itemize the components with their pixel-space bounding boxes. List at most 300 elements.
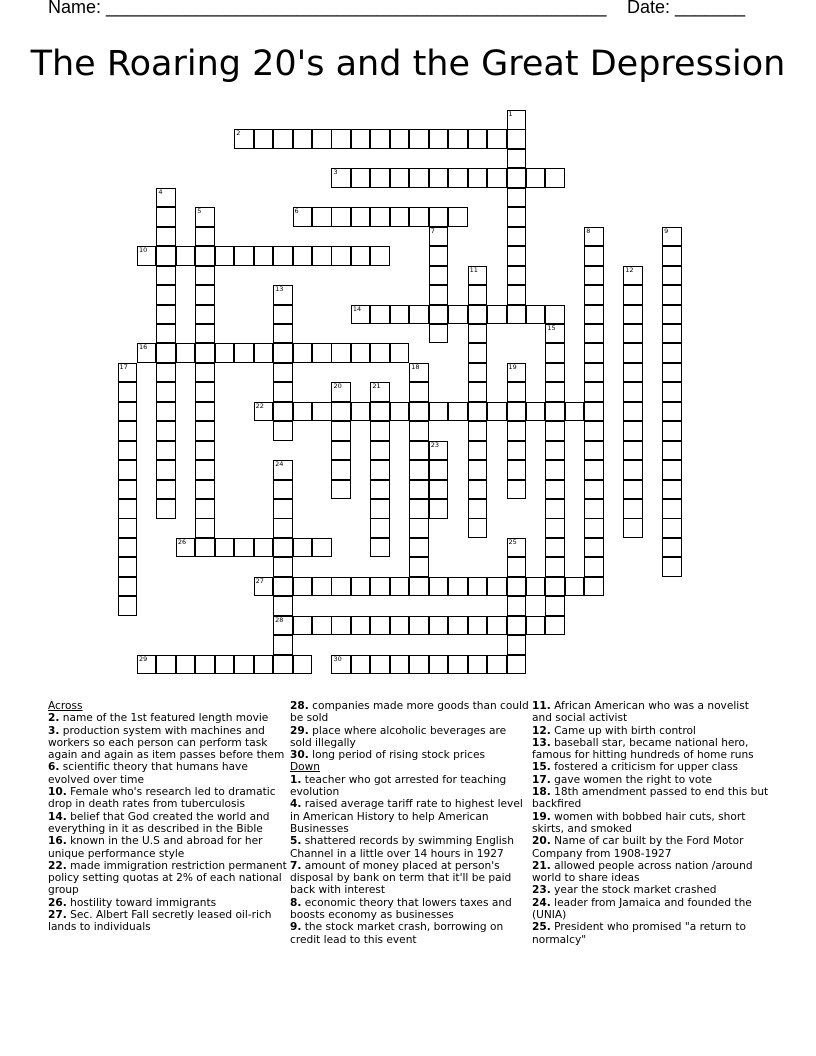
grid-cell[interactable] — [331, 616, 351, 636]
grid-cell[interactable] — [507, 577, 527, 597]
grid-cell[interactable] — [137, 343, 157, 363]
grid-cell[interactable] — [390, 616, 410, 636]
grid-cell[interactable] — [370, 441, 390, 461]
grid-cell[interactable] — [545, 168, 565, 188]
grid-cell[interactable] — [390, 402, 410, 422]
grid-cell[interactable] — [293, 538, 313, 558]
grid-cell[interactable] — [468, 480, 488, 500]
grid-cell[interactable] — [195, 207, 215, 227]
grid-cell[interactable] — [156, 324, 176, 344]
grid-cell[interactable] — [351, 343, 371, 363]
grid-cell[interactable] — [273, 343, 293, 363]
grid-cell[interactable] — [195, 499, 215, 519]
grid-cell[interactable] — [273, 402, 293, 422]
grid-cell[interactable] — [390, 577, 410, 597]
grid-cell[interactable] — [584, 421, 604, 441]
grid-cell[interactable] — [195, 480, 215, 500]
grid-cell[interactable] — [468, 460, 488, 480]
grid-cell[interactable] — [429, 324, 449, 344]
grid-cell[interactable] — [409, 655, 429, 675]
grid-cell[interactable] — [156, 382, 176, 402]
grid-cell[interactable] — [623, 363, 643, 383]
grid-cell[interactable] — [176, 246, 196, 266]
grid-cell[interactable] — [351, 655, 371, 675]
grid-cell[interactable] — [195, 324, 215, 344]
grid-cell[interactable] — [312, 246, 332, 266]
grid-cell[interactable] — [468, 655, 488, 675]
grid-cell[interactable] — [429, 499, 449, 519]
grid-cell[interactable] — [156, 402, 176, 422]
grid-cell[interactable] — [507, 382, 527, 402]
grid-cell[interactable] — [584, 382, 604, 402]
grid-cell[interactable] — [507, 207, 527, 227]
grid-cell[interactable] — [526, 305, 546, 325]
grid-cell[interactable] — [507, 246, 527, 266]
grid-cell[interactable] — [273, 518, 293, 538]
grid-cell[interactable] — [331, 421, 351, 441]
grid-cell[interactable] — [234, 538, 254, 558]
grid-cell[interactable] — [234, 343, 254, 363]
grid-cell[interactable] — [351, 402, 371, 422]
grid-cell[interactable] — [662, 421, 682, 441]
grid-cell[interactable] — [390, 207, 410, 227]
grid-cell[interactable] — [507, 616, 527, 636]
grid-cell[interactable] — [584, 324, 604, 344]
grid-cell[interactable] — [429, 655, 449, 675]
grid-cell[interactable] — [545, 343, 565, 363]
grid-cell[interactable] — [662, 285, 682, 305]
grid-cell[interactable] — [195, 402, 215, 422]
grid-cell[interactable] — [468, 168, 488, 188]
grid-cell[interactable] — [293, 343, 313, 363]
grid-cell[interactable] — [370, 460, 390, 480]
grid-cell[interactable] — [118, 538, 138, 558]
grid-cell[interactable] — [409, 518, 429, 538]
grid-cell[interactable] — [273, 305, 293, 325]
grid-cell[interactable] — [429, 577, 449, 597]
grid-cell[interactable] — [254, 343, 274, 363]
grid-cell[interactable] — [273, 421, 293, 441]
grid-cell[interactable] — [234, 246, 254, 266]
grid-cell[interactable] — [195, 363, 215, 383]
grid-cell[interactable] — [487, 616, 507, 636]
grid-cell[interactable] — [584, 460, 604, 480]
grid-cell[interactable] — [507, 460, 527, 480]
grid-cell[interactable] — [507, 538, 527, 558]
grid-cell[interactable] — [468, 363, 488, 383]
grid-cell[interactable] — [156, 363, 176, 383]
grid-cell[interactable] — [351, 577, 371, 597]
grid-cell[interactable] — [273, 460, 293, 480]
grid-cell[interactable] — [409, 421, 429, 441]
grid-cell[interactable] — [409, 577, 429, 597]
grid-cell[interactable] — [584, 305, 604, 325]
grid-cell[interactable] — [195, 305, 215, 325]
grid-cell[interactable] — [662, 227, 682, 247]
grid-cell[interactable] — [507, 421, 527, 441]
grid-cell[interactable] — [254, 538, 274, 558]
grid-cell[interactable] — [273, 557, 293, 577]
grid-cell[interactable] — [156, 266, 176, 286]
grid-cell[interactable] — [584, 557, 604, 577]
grid-cell[interactable] — [545, 480, 565, 500]
grid-cell[interactable] — [662, 402, 682, 422]
grid-cell[interactable] — [118, 441, 138, 461]
grid-cell[interactable] — [584, 538, 604, 558]
grid-cell[interactable] — [429, 266, 449, 286]
grid-cell[interactable] — [409, 382, 429, 402]
grid-cell[interactable] — [623, 382, 643, 402]
grid-cell[interactable] — [293, 577, 313, 597]
grid-cell[interactable] — [468, 305, 488, 325]
grid-cell[interactable] — [584, 499, 604, 519]
grid-cell[interactable] — [623, 499, 643, 519]
grid-cell[interactable] — [390, 168, 410, 188]
grid-cell[interactable] — [507, 266, 527, 286]
grid-cell[interactable] — [195, 460, 215, 480]
grid-cell[interactable] — [468, 324, 488, 344]
grid-cell[interactable] — [118, 382, 138, 402]
grid-cell[interactable] — [331, 207, 351, 227]
grid-cell[interactable] — [234, 129, 254, 149]
grid-cell[interactable] — [215, 343, 235, 363]
grid-cell[interactable] — [507, 149, 527, 169]
grid-cell[interactable] — [662, 324, 682, 344]
grid-cell[interactable] — [468, 499, 488, 519]
grid-cell[interactable] — [273, 246, 293, 266]
grid-cell[interactable] — [195, 343, 215, 363]
grid-cell[interactable] — [507, 168, 527, 188]
grid-cell[interactable] — [507, 441, 527, 461]
grid-cell[interactable] — [195, 227, 215, 247]
grid-cell[interactable] — [409, 480, 429, 500]
grid-cell[interactable] — [623, 285, 643, 305]
grid-cell[interactable] — [662, 363, 682, 383]
grid-cell[interactable] — [118, 518, 138, 538]
grid-cell[interactable] — [429, 402, 449, 422]
grid-cell[interactable] — [273, 596, 293, 616]
grid-cell[interactable] — [623, 518, 643, 538]
grid-cell[interactable] — [370, 421, 390, 441]
grid-cell[interactable] — [623, 266, 643, 286]
grid-cell[interactable] — [312, 129, 332, 149]
grid-cell[interactable] — [390, 655, 410, 675]
grid-cell[interactable] — [662, 538, 682, 558]
grid-cell[interactable] — [156, 343, 176, 363]
grid-cell[interactable] — [487, 305, 507, 325]
grid-cell[interactable] — [545, 499, 565, 519]
grid-cell[interactable] — [487, 577, 507, 597]
grid-cell[interactable] — [545, 557, 565, 577]
grid-cell[interactable] — [545, 460, 565, 480]
grid-cell[interactable] — [526, 168, 546, 188]
grid-cell[interactable] — [623, 460, 643, 480]
grid-cell[interactable] — [623, 324, 643, 344]
grid-cell[interactable] — [507, 188, 527, 208]
grid-cell[interactable] — [662, 460, 682, 480]
grid-cell[interactable] — [254, 577, 274, 597]
grid-cell[interactable] — [331, 246, 351, 266]
grid-cell[interactable] — [254, 402, 274, 422]
grid-cell[interactable] — [156, 480, 176, 500]
grid-cell[interactable] — [662, 480, 682, 500]
grid-cell[interactable] — [662, 266, 682, 286]
grid-cell[interactable] — [370, 168, 390, 188]
grid-cell[interactable] — [468, 577, 488, 597]
grid-cell[interactable] — [215, 246, 235, 266]
grid-cell[interactable] — [584, 266, 604, 286]
grid-cell[interactable] — [584, 441, 604, 461]
grid-cell[interactable] — [584, 518, 604, 538]
grid-cell[interactable] — [273, 538, 293, 558]
grid-cell[interactable] — [390, 129, 410, 149]
grid-cell[interactable] — [195, 266, 215, 286]
grid-cell[interactable] — [507, 129, 527, 149]
grid-cell[interactable] — [273, 655, 293, 675]
grid-cell[interactable] — [370, 499, 390, 519]
grid-cell[interactable] — [545, 363, 565, 383]
grid-cell[interactable] — [351, 129, 371, 149]
grid-cell[interactable] — [370, 616, 390, 636]
grid-cell[interactable] — [331, 577, 351, 597]
grid-cell[interactable] — [409, 207, 429, 227]
grid-cell[interactable] — [331, 480, 351, 500]
grid-cell[interactable] — [273, 499, 293, 519]
grid-cell[interactable] — [370, 382, 390, 402]
grid-cell[interactable] — [429, 168, 449, 188]
grid-cell[interactable] — [545, 421, 565, 441]
grid-cell[interactable] — [448, 207, 468, 227]
grid-cell[interactable] — [507, 305, 527, 325]
grid-cell[interactable] — [312, 616, 332, 636]
grid-cell[interactable] — [429, 480, 449, 500]
grid-cell[interactable] — [370, 129, 390, 149]
grid-cell[interactable] — [448, 402, 468, 422]
grid-cell[interactable] — [507, 227, 527, 247]
grid-cell[interactable] — [195, 538, 215, 558]
grid-cell[interactable] — [293, 246, 313, 266]
grid-cell[interactable] — [429, 305, 449, 325]
grid-cell[interactable] — [176, 538, 196, 558]
grid-cell[interactable] — [584, 480, 604, 500]
grid-cell[interactable] — [468, 382, 488, 402]
grid-cell[interactable] — [156, 305, 176, 325]
grid-cell[interactable] — [351, 207, 371, 227]
grid-cell[interactable] — [273, 382, 293, 402]
grid-cell[interactable] — [351, 305, 371, 325]
grid-cell[interactable] — [331, 460, 351, 480]
grid-cell[interactable] — [662, 557, 682, 577]
grid-cell[interactable] — [273, 480, 293, 500]
grid-cell[interactable] — [409, 441, 429, 461]
grid-cell[interactable] — [487, 402, 507, 422]
grid-cell[interactable] — [429, 441, 449, 461]
grid-cell[interactable] — [254, 655, 274, 675]
grid-cell[interactable] — [370, 402, 390, 422]
grid-cell[interactable] — [293, 616, 313, 636]
grid-cell[interactable] — [195, 655, 215, 675]
grid-cell[interactable] — [273, 285, 293, 305]
grid-cell[interactable] — [409, 616, 429, 636]
grid-cell[interactable] — [312, 538, 332, 558]
grid-cell[interactable] — [331, 382, 351, 402]
grid-cell[interactable] — [156, 460, 176, 480]
grid-cell[interactable] — [545, 518, 565, 538]
grid-cell[interactable] — [545, 441, 565, 461]
grid-cell[interactable] — [254, 129, 274, 149]
grid-cell[interactable] — [487, 168, 507, 188]
grid-cell[interactable] — [273, 324, 293, 344]
grid-cell[interactable] — [448, 129, 468, 149]
grid-cell[interactable] — [351, 616, 371, 636]
grid-cell[interactable] — [195, 382, 215, 402]
grid-cell[interactable] — [448, 168, 468, 188]
grid-cell[interactable] — [312, 402, 332, 422]
grid-cell[interactable] — [545, 538, 565, 558]
grid-cell[interactable] — [293, 402, 313, 422]
grid-cell[interactable] — [370, 246, 390, 266]
grid-cell[interactable] — [623, 421, 643, 441]
grid-cell[interactable] — [370, 518, 390, 538]
grid-cell[interactable] — [468, 441, 488, 461]
grid-cell[interactable] — [662, 382, 682, 402]
grid-cell[interactable] — [409, 402, 429, 422]
grid-cell[interactable] — [545, 305, 565, 325]
grid-cell[interactable] — [623, 343, 643, 363]
grid-cell[interactable] — [176, 655, 196, 675]
grid-cell[interactable] — [409, 363, 429, 383]
grid-cell[interactable] — [409, 129, 429, 149]
grid-cell[interactable] — [118, 363, 138, 383]
grid-cell[interactable] — [293, 655, 313, 675]
grid-cell[interactable] — [662, 518, 682, 538]
grid-cell[interactable] — [331, 441, 351, 461]
grid-cell[interactable] — [215, 538, 235, 558]
grid-cell[interactable] — [584, 577, 604, 597]
grid-cell[interactable] — [584, 227, 604, 247]
grid-cell[interactable] — [215, 655, 235, 675]
grid-cell[interactable] — [118, 557, 138, 577]
grid-cell[interactable] — [351, 168, 371, 188]
grid-cell[interactable] — [351, 246, 371, 266]
grid-cell[interactable] — [584, 343, 604, 363]
grid-cell[interactable] — [273, 635, 293, 655]
grid-cell[interactable] — [273, 363, 293, 383]
grid-cell[interactable] — [429, 616, 449, 636]
grid-cell[interactable] — [507, 285, 527, 305]
grid-cell[interactable] — [545, 577, 565, 597]
grid-cell[interactable] — [468, 518, 488, 538]
grid-cell[interactable] — [448, 305, 468, 325]
grid-cell[interactable] — [409, 460, 429, 480]
grid-cell[interactable] — [468, 616, 488, 636]
grid-cell[interactable] — [545, 382, 565, 402]
grid-cell[interactable] — [662, 305, 682, 325]
grid-cell[interactable] — [331, 168, 351, 188]
grid-cell[interactable] — [507, 596, 527, 616]
grid-cell[interactable] — [429, 227, 449, 247]
grid-cell[interactable] — [448, 577, 468, 597]
grid-cell[interactable] — [565, 577, 585, 597]
grid-cell[interactable] — [273, 616, 293, 636]
grid-cell[interactable] — [409, 538, 429, 558]
grid-cell[interactable] — [507, 402, 527, 422]
grid-cell[interactable] — [390, 305, 410, 325]
grid-cell[interactable] — [370, 480, 390, 500]
grid-cell[interactable] — [507, 635, 527, 655]
grid-cell[interactable] — [273, 129, 293, 149]
grid-cell[interactable] — [545, 324, 565, 344]
grid-cell[interactable] — [507, 557, 527, 577]
grid-cell[interactable] — [507, 110, 527, 130]
grid-cell[interactable] — [623, 441, 643, 461]
grid-cell[interactable] — [118, 402, 138, 422]
grid-cell[interactable] — [468, 285, 488, 305]
grid-cell[interactable] — [429, 285, 449, 305]
grid-cell[interactable] — [468, 402, 488, 422]
grid-cell[interactable] — [429, 129, 449, 149]
grid-cell[interactable] — [429, 460, 449, 480]
grid-cell[interactable] — [468, 266, 488, 286]
grid-cell[interactable] — [468, 129, 488, 149]
grid-cell[interactable] — [370, 305, 390, 325]
grid-cell[interactable] — [370, 538, 390, 558]
grid-cell[interactable] — [526, 616, 546, 636]
grid-cell[interactable] — [584, 246, 604, 266]
grid-cell[interactable] — [565, 402, 585, 422]
grid-cell[interactable] — [429, 207, 449, 227]
grid-cell[interactable] — [526, 402, 546, 422]
grid-cell[interactable] — [156, 655, 176, 675]
grid-cell[interactable] — [118, 480, 138, 500]
grid-cell[interactable] — [662, 499, 682, 519]
grid-cell[interactable] — [331, 402, 351, 422]
grid-cell[interactable] — [156, 285, 176, 305]
grid-cell[interactable] — [370, 207, 390, 227]
grid-cell[interactable] — [195, 421, 215, 441]
grid-cell[interactable] — [507, 480, 527, 500]
grid-cell[interactable] — [390, 343, 410, 363]
grid-cell[interactable] — [662, 246, 682, 266]
grid-cell[interactable] — [195, 518, 215, 538]
grid-cell[interactable] — [137, 655, 157, 675]
grid-cell[interactable] — [662, 343, 682, 363]
grid-cell[interactable] — [195, 246, 215, 266]
grid-cell[interactable] — [331, 655, 351, 675]
grid-cell[interactable] — [331, 343, 351, 363]
grid-cell[interactable] — [623, 305, 643, 325]
grid-cell[interactable] — [584, 363, 604, 383]
grid-cell[interactable] — [118, 421, 138, 441]
grid-cell[interactable] — [312, 343, 332, 363]
grid-cell[interactable] — [312, 577, 332, 597]
grid-cell[interactable] — [195, 441, 215, 461]
grid-cell[interactable] — [118, 596, 138, 616]
grid-cell[interactable] — [584, 402, 604, 422]
grid-cell[interactable] — [118, 460, 138, 480]
grid-cell[interactable] — [156, 499, 176, 519]
grid-cell[interactable] — [448, 616, 468, 636]
grid-cell[interactable] — [545, 596, 565, 616]
grid-cell[interactable] — [507, 655, 527, 675]
grid-cell[interactable] — [118, 499, 138, 519]
grid-cell[interactable] — [584, 285, 604, 305]
grid-cell[interactable] — [409, 305, 429, 325]
grid-cell[interactable] — [234, 655, 254, 675]
grid-cell[interactable] — [273, 577, 293, 597]
grid-cell[interactable] — [409, 499, 429, 519]
grid-cell[interactable] — [370, 655, 390, 675]
